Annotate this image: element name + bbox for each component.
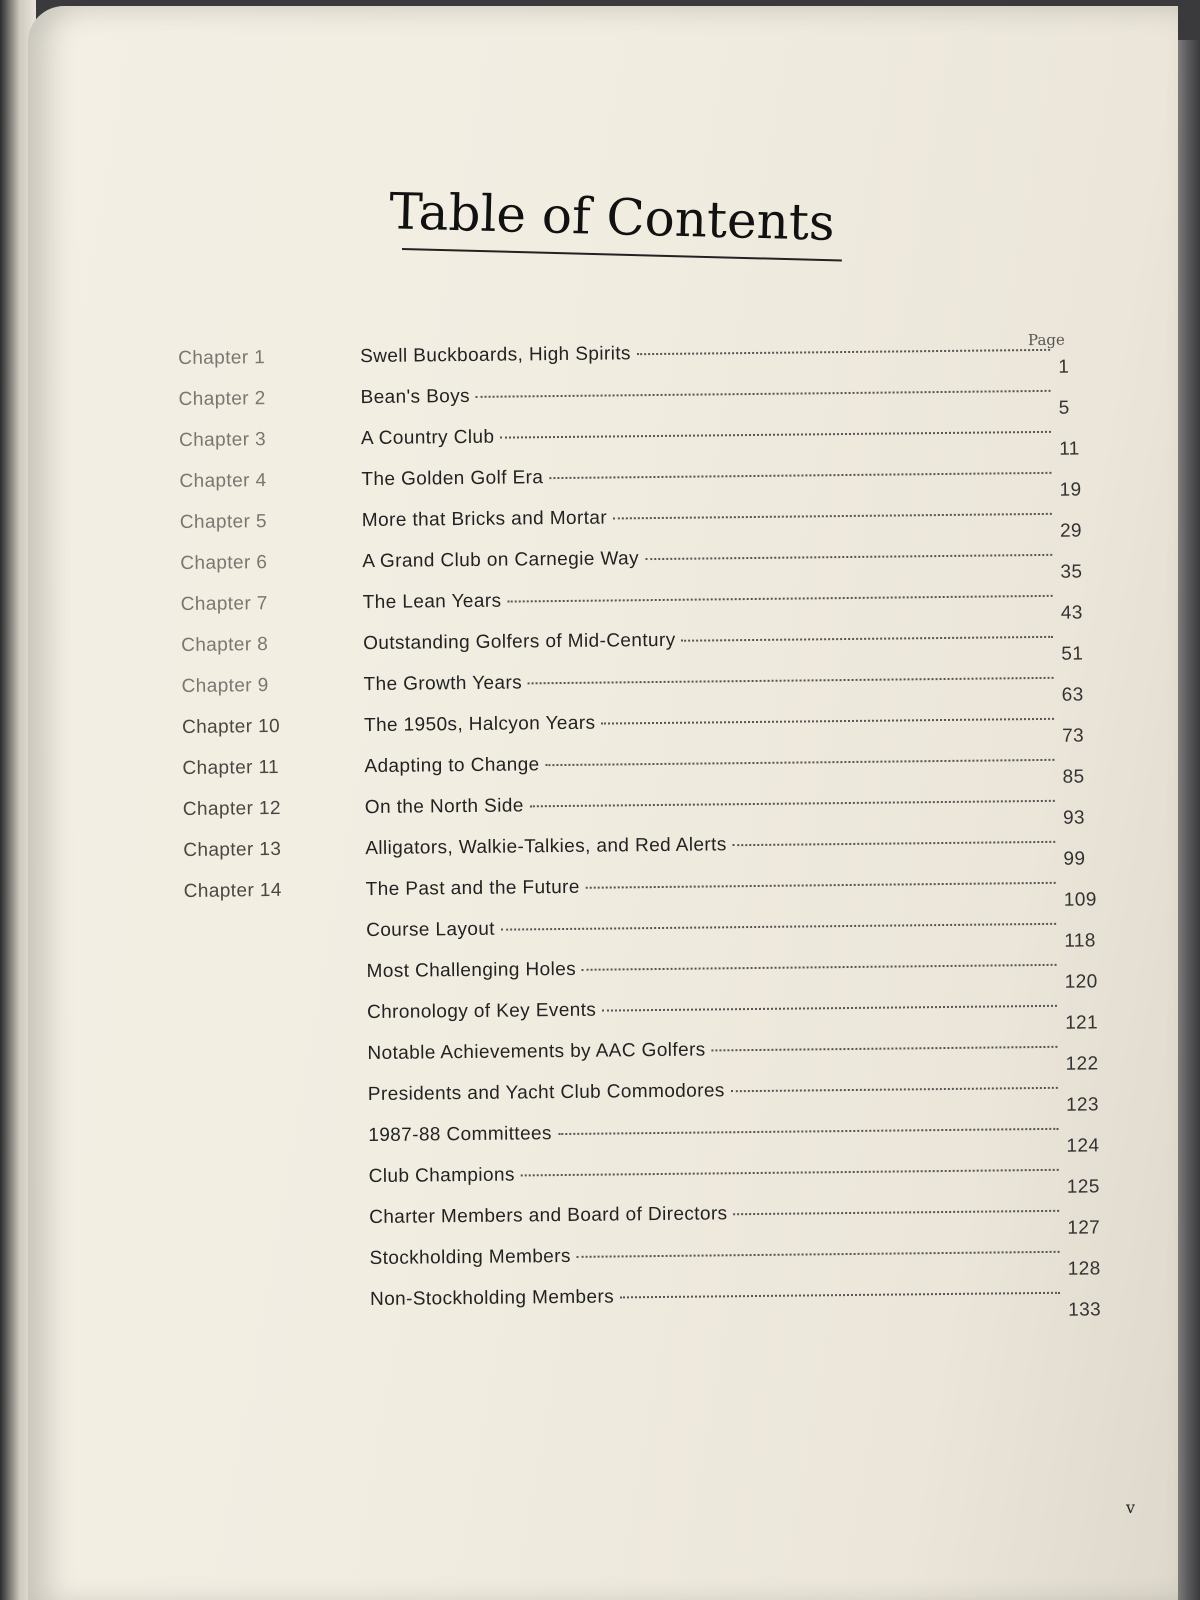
page-number: 121	[1065, 1012, 1099, 1034]
leader-dots	[501, 923, 1056, 931]
leader-dots	[577, 1251, 1060, 1258]
chapter-title: Swell Buckboards, High Spirits	[360, 343, 631, 368]
chapter-title: The 1950s, Halcyon Years	[363, 712, 596, 737]
chapter-title: Bean's Boys	[360, 385, 471, 409]
leader-dots	[637, 349, 1050, 355]
page-folio-number: v	[1126, 1498, 1136, 1517]
chapter-title: On the North Side	[364, 795, 524, 819]
leader-dots	[521, 1169, 1059, 1177]
leader-dots	[500, 431, 1051, 439]
chapter-title: Adapting to Change	[364, 754, 540, 778]
leader-dots	[613, 513, 1052, 520]
chapter-label: Chapter 1	[178, 347, 266, 369]
page-number: 93	[1062, 807, 1086, 829]
toc-row-chapter-2[interactable]	[178, 375, 1108, 419]
appendix-title: Charter Members and Board of Directors	[369, 1203, 728, 1229]
toc-row-chapter-7[interactable]	[180, 580, 1111, 624]
page-number: 43	[1060, 602, 1083, 624]
toc-row-chapter-12[interactable]	[182, 785, 1113, 829]
toc-row-chapter-6[interactable]	[180, 539, 1110, 583]
leader-dots	[734, 1210, 1060, 1215]
page-number: 125	[1066, 1176, 1100, 1198]
appendix-title: Stockholding Members	[369, 1245, 571, 1270]
book-page	[28, 6, 1178, 1600]
page-number: 29	[1059, 520, 1083, 542]
page-number: 123	[1065, 1094, 1100, 1116]
chapter-label: Chapter 12	[182, 797, 281, 820]
chapter-title: A Country Club	[360, 426, 495, 450]
page-number: 73	[1062, 725, 1085, 747]
leader-dots	[558, 1128, 1058, 1135]
appendix-title: Non-Stockholding Members	[369, 1286, 615, 1311]
chapter-label: Chapter 5	[179, 511, 268, 533]
page-number: 122	[1065, 1053, 1099, 1075]
page-number: 19	[1059, 479, 1082, 501]
toc-row-appendix-4[interactable]	[185, 1031, 1115, 1075]
toc-row-appendix-1[interactable]	[184, 908, 1114, 952]
appendix-title: 1987-88 Committees	[368, 1123, 552, 1147]
appendix-title: Notable Achievements by AAC Golfers	[367, 1039, 706, 1065]
page-number: 120	[1064, 971, 1098, 993]
leader-dots	[602, 1005, 1057, 1012]
toc-row-chapter-13[interactable]	[183, 826, 1113, 870]
appendix-title: Club Champions	[368, 1164, 515, 1188]
page-number: 124	[1066, 1135, 1100, 1157]
appendix-title: Presidents and Yacht Club Commodores	[367, 1080, 725, 1106]
page-number: 1	[1058, 356, 1070, 378]
toc-row-appendix-3[interactable]	[185, 990, 1115, 1034]
page-number: 109	[1063, 889, 1097, 911]
toc-row-chapter-10[interactable]	[181, 703, 1112, 747]
chapter-label: Chapter 13	[183, 838, 282, 861]
chapter-title: A Grand Club on Carnegie Way	[362, 548, 640, 573]
leader-dots	[528, 677, 1054, 685]
chapter-title: The Lean Years	[362, 590, 502, 614]
toc-row-appendix-8[interactable]	[187, 1195, 1117, 1239]
toc-row-chapter-9[interactable]	[181, 662, 1111, 706]
chapter-title: The Golden Golf Era	[361, 467, 544, 491]
chapter-label: Chapter 9	[181, 675, 269, 697]
page-number: 127	[1067, 1217, 1101, 1239]
toc-row-appendix-6[interactable]	[186, 1113, 1116, 1157]
page-number: 133	[1068, 1299, 1102, 1321]
chapter-label: Chapter 8	[181, 634, 269, 656]
leader-dots	[733, 841, 1056, 846]
toc-row-appendix-9[interactable]	[187, 1236, 1117, 1280]
toc-row-chapter-8[interactable]	[181, 621, 1111, 665]
chapter-title: Outstanding Golfers of Mid-Century	[363, 629, 676, 655]
chapter-title: The Growth Years	[363, 672, 523, 696]
page-number: 63	[1061, 684, 1084, 706]
toc-row-chapter-14[interactable]	[183, 867, 1114, 911]
page-number: 11	[1059, 438, 1080, 460]
leader-dots	[507, 595, 1052, 603]
toc-row-appendix-7[interactable]	[187, 1154, 1117, 1198]
chapter-label: Chapter 7	[180, 593, 268, 615]
toc-row-appendix-10[interactable]	[188, 1277, 1118, 1321]
toc-row-appendix-2[interactable]	[184, 949, 1114, 993]
toc-row-chapter-3[interactable]	[178, 416, 1109, 460]
leader-dots	[546, 759, 1055, 766]
leader-dots	[601, 718, 1054, 725]
appendix-title: Chronology of Key Events	[366, 999, 597, 1024]
chapter-label: Chapter 14	[183, 879, 282, 902]
appendix-title: Most Challenging Holes	[366, 958, 577, 983]
page-number: 118	[1064, 930, 1096, 952]
chapter-label: Chapter 2	[178, 388, 266, 410]
toc-row-chapter-4[interactable]	[179, 457, 1109, 501]
page-number: 5	[1058, 397, 1070, 419]
leader-dots	[476, 390, 1051, 398]
chapter-label: Chapter 4	[179, 470, 267, 492]
chapter-title: More that Bricks and Mortar	[361, 507, 608, 532]
leader-dots	[731, 1087, 1058, 1092]
table-of-contents	[178, 330, 1108, 1321]
toc-row-chapter-1[interactable]	[178, 334, 1108, 378]
chapter-label: Chapter 3	[178, 429, 267, 451]
page-number: 85	[1062, 766, 1085, 788]
chapter-label: Chapter 11	[182, 756, 280, 779]
page-number: 51	[1061, 643, 1084, 665]
chapter-label: Chapter 10	[181, 715, 281, 738]
leader-dots	[712, 1046, 1058, 1052]
page-number: 128	[1067, 1258, 1101, 1280]
leader-dots	[645, 554, 1052, 560]
toc-row-chapter-11[interactable]	[182, 744, 1112, 788]
appendix-title: Course Layout	[366, 918, 496, 942]
page-number: 99	[1063, 848, 1086, 870]
page-number: 35	[1060, 561, 1083, 583]
leader-dots	[530, 800, 1055, 807]
chapter-label: Chapter 6	[180, 552, 268, 574]
page-title: Table of Contents	[388, 182, 836, 252]
chapter-title: The Past and the Future	[365, 876, 580, 901]
leader-dots	[549, 472, 1051, 479]
page-column-header: Page	[1027, 330, 1065, 350]
chapter-title: Alligators, Walkie-Talkies, and Red Alerts	[365, 834, 727, 860]
toc-row-appendix-5[interactable]	[186, 1072, 1116, 1116]
leader-dots	[682, 636, 1054, 642]
toc-row-chapter-5[interactable]	[179, 498, 1110, 542]
leader-dots	[620, 1292, 1060, 1299]
leader-dots	[582, 964, 1057, 971]
leader-dots	[586, 882, 1056, 889]
